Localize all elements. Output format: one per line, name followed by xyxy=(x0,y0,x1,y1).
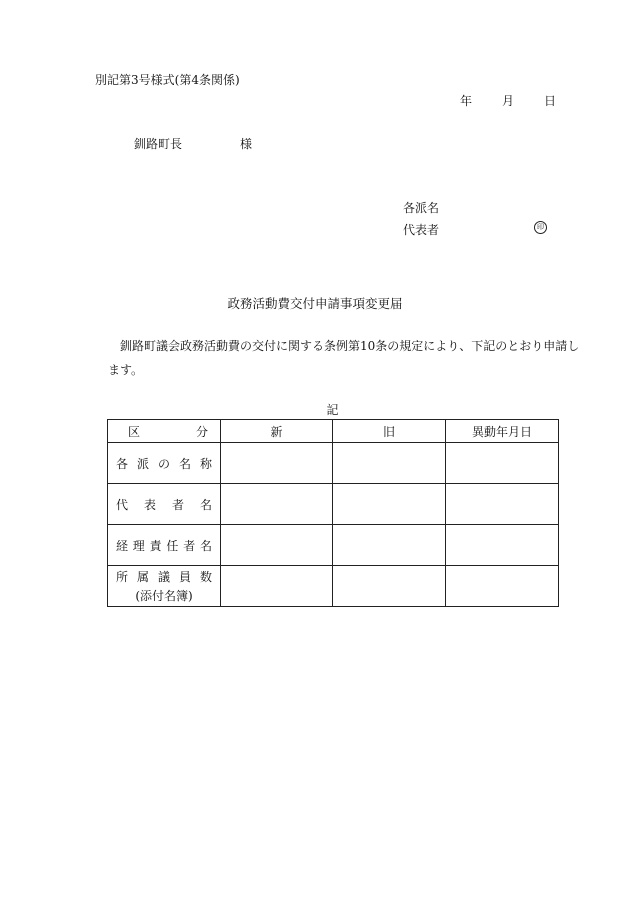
document-title: 政務活動費交付申請事項変更届 xyxy=(227,296,403,311)
header-new: 新 xyxy=(221,420,333,443)
row-label xyxy=(108,525,221,566)
table-row xyxy=(108,566,559,607)
row-label-text: 経 理 責 任 者 名 xyxy=(116,538,212,553)
body-text: 釧路町議会政務活動費の交付に関する条例第10条の規定により、下記のとおり申請します。 xyxy=(108,339,580,377)
header-category-text-1: 区 xyxy=(128,424,141,439)
representative-label: 代表者 xyxy=(403,223,440,237)
cell-date xyxy=(446,443,559,484)
cell-old xyxy=(333,484,446,525)
cell-date xyxy=(446,484,559,525)
addressee-honorific: 様 xyxy=(240,137,253,151)
ki-heading: 記 xyxy=(326,403,339,417)
header-old: 旧 xyxy=(333,420,446,443)
seal-mark-icon: 印 xyxy=(534,221,547,234)
table-row xyxy=(108,443,559,484)
date-month: 月 xyxy=(502,94,515,108)
cell-new xyxy=(221,484,333,525)
addressee xyxy=(134,135,252,152)
row-label-text: 所 属 議 員 数 xyxy=(116,570,212,584)
cell-date xyxy=(446,566,559,607)
cell-old xyxy=(333,566,446,607)
date-day: 日 xyxy=(544,94,557,108)
row-label xyxy=(108,566,221,607)
table-row xyxy=(108,484,559,525)
party-name-label: 各派名 xyxy=(403,201,440,215)
row-label-text: 各 派 の 名 称 xyxy=(116,456,212,471)
table-row xyxy=(108,525,559,566)
addressee-name: 釧路町長 xyxy=(134,137,183,151)
cell-new xyxy=(221,566,333,607)
row-label xyxy=(108,484,221,525)
header-change-date: 異動年月日 xyxy=(446,420,559,443)
cell-new xyxy=(221,525,333,566)
header-category xyxy=(108,420,221,443)
row-label-sub: (添付名簿) xyxy=(135,589,193,603)
change-table xyxy=(107,419,559,607)
row-label xyxy=(108,443,221,484)
cell-old xyxy=(333,525,446,566)
cell-date xyxy=(446,525,559,566)
date-row xyxy=(460,92,556,109)
form-label: 別記第3号様式(第4条関係) xyxy=(95,73,240,87)
cell-new xyxy=(221,443,333,484)
table-header-row xyxy=(108,420,559,443)
row-label-text: 代 表 者 名 xyxy=(116,497,212,512)
cell-old xyxy=(333,443,446,484)
date-year: 年 xyxy=(460,94,473,108)
header-category-text-2: 分 xyxy=(195,424,208,439)
